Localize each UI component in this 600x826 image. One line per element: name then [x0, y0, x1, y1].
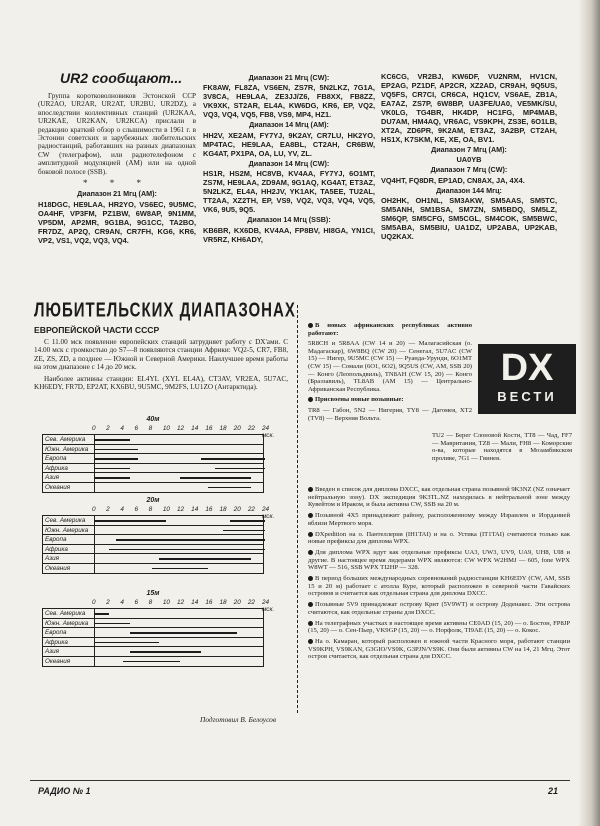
- dx-prefixes-right: TU2 — Берег Слоновой Кости, TT8 — Чад, FF7 — Мавритания, TZ8 — Мали, FH8 — Коморские о-ва, которые находятся в Мозамбикском проливе, 7G1 — Гвинея.: [432, 432, 572, 462]
- chart-tick-label: 20: [233, 425, 241, 432]
- chart-tick-label: 16: [205, 425, 213, 432]
- chart-region-label: Сев. Америка: [43, 609, 95, 619]
- calls-column-3: [381, 72, 557, 304]
- propagation-para-1: С 11.00 мск появление европейских станций затрудняет работу с DX'ами. С 14.00 мск с громкостью до S7—8 появляются станции Африки: VQ2-5, CR7, FB8, ZE, ZS, ZD, а позднее — Южной и Северной Америки. Наилучшее время работы на этом диапазоне с 14 до 20 мск.: [34, 338, 288, 372]
- bullet-icon: [308, 323, 313, 328]
- dx-logo-small: ВЕСТИ: [497, 389, 557, 404]
- chart-row: [43, 545, 263, 555]
- chart-tick-label: 4: [120, 599, 124, 606]
- column-divider: [297, 305, 298, 713]
- chart-tick-label: 6: [134, 599, 139, 606]
- dx-new-africa: В новых африканских республиках активно работают:: [308, 322, 472, 337]
- chart-region-label: Азия: [43, 647, 95, 657]
- band-7cw-calls: VQ4HT, FQ8DR, EP1AD, CN8AX, JA, 4X4.: [381, 175, 525, 185]
- dx-prefixes-left-header: Присвоены новые позывные:: [308, 396, 472, 404]
- band-14ssb-header: Диапазон 14 Мгц (SSB):: [247, 215, 331, 225]
- chart-tick-label: 18: [219, 506, 227, 513]
- ur2-intro: Группа коротковолновиков Эстонской ССР (UR2AO, UR2AR, UR2AT, UR2BU, UR2DZ), а впоследствии коллективных станций (UR2KAA, UR2KAE, UR2KAN, UR2KCA) прислали в редакцию краткий обзор о слышимости в 1961 г. в Эстонии советских и зарубежных любительских радиостанций, работавших на разных диапазонах CW (телеграфом), или радиотелефоном с амплитудной модуляцией (AM) или на одной боковой полосе (SSB).: [38, 92, 196, 176]
- chart-row: [43, 454, 263, 464]
- chart-open-interval-bar: [95, 477, 130, 479]
- chart-hour-ticks: [92, 506, 275, 520]
- chart-tick-label: 4: [120, 425, 124, 432]
- chart-open-interval-bar: [123, 661, 180, 663]
- bullet-icon: [308, 397, 313, 402]
- chart-tick-label: 16: [205, 506, 213, 513]
- chart-region-label: Сев. Америка: [43, 435, 95, 445]
- chart-grid: [42, 608, 264, 667]
- scan-edge: [578, 0, 600, 826]
- chart-region-label: Европа: [43, 628, 95, 638]
- chart-tick-label: 16: [205, 599, 213, 606]
- band-7am-calls: UA0YB: [456, 155, 482, 165]
- chart-open-interval-bar: [159, 558, 251, 560]
- chart-open-interval-bar: [116, 539, 265, 541]
- chart-region-label: Азия: [43, 473, 95, 483]
- chart-row: [43, 638, 263, 648]
- chart-grid: [42, 515, 264, 574]
- band-7cw-header: Диапазон 7 Мгц (CW):: [430, 165, 508, 175]
- chart-tick-label: 18: [219, 599, 227, 606]
- propagation-text: [34, 338, 288, 412]
- chart-row: [43, 473, 263, 483]
- chart-band-label: 20м: [146, 497, 160, 504]
- chart-open-interval-bar: [95, 439, 130, 441]
- dx-item-1: Введен в список для диплома DXCC, как отдельная страна позывной 9K3NZ (NZ означает нейтральную зону). DX экспедиция 9K3TL.NZ находилась в нейтральной зоне между Кувейтом и Ираком, и была активна CW, SSB на 20 м.: [308, 486, 570, 509]
- chart-open-interval-bar: [152, 568, 209, 570]
- chart-row: [43, 609, 263, 619]
- chart-open-interval-bar: [95, 613, 109, 615]
- chart-tick-label: 8: [148, 506, 153, 513]
- bullet-icon: [308, 550, 313, 555]
- footer-magazine: РАДИО № 1: [38, 786, 91, 796]
- stars-divider: * * *: [83, 178, 151, 189]
- chart-open-interval-bar: [95, 468, 130, 470]
- bullet-icon: [308, 532, 313, 537]
- chart-tick-label: 22: [247, 599, 255, 606]
- chart-region-label: Европа: [43, 535, 95, 545]
- chart-tick-label: 22: [247, 425, 255, 432]
- chart-tick-label: 14: [191, 425, 199, 432]
- chart-region-label: Европа: [43, 454, 95, 464]
- band-144-calls: OH2HK, OH1NL, SM3AKW, SM5AAS, SM5TC, SM5ANH, SM1BSA, SM7ZN, SM5BDQ, SM5LZ, SM6QP, SM5CFG, SM5CGL, SM4COK, SM5BWC, SM5ABA, SM5BIU, UA1DZ, UP2ABA, UP2KAB, UQ2KAX.: [381, 196, 557, 242]
- dx-vesti-logo: [478, 344, 576, 414]
- chart-tick-label: 22: [247, 506, 255, 513]
- dx-item-8: На о. Камаран, который расположен в южной части Красного моря, работают станции VS9KPH, VS9KAN, G3GIO/VS9K, G3PJN/VS9K. Они были активны CW на 14, 21 Мгц. Этот остров считается, как отдельная страна для DXCC.: [308, 637, 570, 661]
- chart-tick-label: 12: [177, 425, 185, 432]
- chart-tick-label: 2: [106, 506, 110, 513]
- ur2-title: UR2 сообщают...: [60, 70, 183, 86]
- chart-region-label: Океания: [43, 657, 95, 667]
- chart-tick-label: 0: [92, 599, 96, 606]
- chart-region-label: Океания: [43, 483, 95, 493]
- bullet-icon: [308, 513, 313, 518]
- bullet-icon: [308, 576, 313, 581]
- chart-open-interval-bar: [230, 520, 265, 522]
- chart-tick-label: 20: [233, 506, 241, 513]
- chart-open-interval-bar: [130, 632, 236, 634]
- dx-item-5: В период больших международных соревнований радиостанция KH6EDY (CW, AM, SSB 15 и 20 м) работает с атолла Куре, который расположен в северной части Гавайских островов и считается как отдельная страна для диплома DXCC.: [308, 575, 570, 598]
- band-21cw-calls: FK8AW, FL8ZA, VS6EN, ZS7R, 5N2LKZ, 7G1A, 3V8CA, HE9LAA, ZE3JJ/Z6, FB8XX, FB8ZZ, VK9XK, ST2AR, EL4A, KW6DG, KR6, EP, VQ2, VQ3, VQ4, VQ5, FB8, VS9, MP4, HZ1.: [203, 83, 375, 120]
- chart-region-label: Сев. Америка: [43, 516, 95, 526]
- dx-africa-list: 5R8CH и 5R8AA (CW 14 и 20) — Малагасийская (о. Мадагаскар), 6W8BQ (CW 20) — Сенегал, 5U7AC (CW 15) — Нигер, 9U5MC (CW 15) — Руанда-Урунди, 6O1MT (CW 15) — Сомали (6O1, 6O2), 9Q5US (CW, AM, SSB 20) — Конго (Леопольдвиль), TN8AH (CW 15, 20) — Конго (Браззавиль), TL8AB (AM 15) — Центрально-Африканская Республика.: [308, 340, 472, 393]
- chart-open-interval-bar: [208, 487, 251, 489]
- chart-tick-label: 8: [148, 425, 153, 432]
- section-subbanner: ЕВРОПЕЙСКОЙ ЧАСТИ СССР: [34, 325, 160, 335]
- bullet-icon: [308, 639, 313, 644]
- dx-item-2: Позывной 4X5 принадлежит району, расположенному между Израилем и Иорданией вблизи Мертвого моря.: [308, 512, 570, 527]
- bullet-icon: [308, 621, 313, 626]
- band-14ssb-calls: KB6BR, KX6DB, KV4AA, FP8BV, HI8GA, YN1CI, VR5RZ, KH6ADY,: [203, 225, 375, 244]
- bullet-icon: [308, 602, 313, 607]
- band-14am-header: Диапазон 14 Мгц (АМ):: [249, 120, 329, 130]
- chart-region-label: Океания: [43, 564, 95, 574]
- chart-row: [43, 619, 263, 629]
- chart-open-interval-bar: [215, 468, 265, 470]
- dx-logo-big: DX: [500, 347, 554, 389]
- chart-grid: [42, 434, 264, 493]
- dx-item-6: Позывные 5V9 принадлежат острову Крит (5V9WT) и острову Доденакес. Эти острова считаются, как отдельные страны для DXCC.: [308, 601, 570, 616]
- chart-row: [43, 535, 263, 545]
- chart-band-label: 40м: [146, 416, 160, 423]
- ur2-column: [38, 92, 196, 302]
- chart-tick-label: 24 мск.: [262, 425, 275, 439]
- band-144-header: Диапазон 144 Мгц:: [436, 185, 502, 195]
- band-7am-header: Диапазон 7 Мгц (АМ):: [431, 145, 507, 154]
- calls-continued: KC6CG, VR2BJ, KW6DF, VU2NRM, HV1CN, EP2AG, PZ1DF, AP2CR, XZ2AD, CR9AH, 9Q5US, VQ5FS, CR7CI, CR6CA, HQ1CV, VS6AE, ZB1A, EA7AZ, ZS7P, 6W8BP, UA3FE/UA0, VE5MK/SU, VK0LG, TG4BR, HK4DP, HC1FG, MP4MAB, DU7AM, HM4AQ, VR6AC, VS9KPH, ZS3E, 6O1LB, XT2A, ZD6PR, 9K2AM, ET3AZ, 3A2BP, CT2AH, HS1X, K7SKM, KE, XE, OA, BV1.: [381, 72, 557, 144]
- footer-page-number: 21: [548, 786, 559, 796]
- propagation-chart-0: [42, 416, 275, 493]
- dx-item-7: На телеграфных участках в настоящее время активны CE0AD (15, 20) — о. Бостон, FP8JP (15, 20) — о. Сен-Пьер, VK9GP (15, 20) — о. Норфолк, TI9AE (15, 20) — о. Кокос.: [308, 619, 570, 635]
- chart-tick-label: 6: [134, 506, 139, 513]
- chart-tick-label: 12: [177, 506, 185, 513]
- dx-news-items: [308, 486, 570, 770]
- band-14cw-header: Диапазон 14 Мгц (CW):: [248, 158, 330, 168]
- chart-open-interval-bar: [201, 458, 265, 460]
- chart-row: [43, 628, 263, 638]
- chart-region-label: Африка: [43, 464, 95, 474]
- chart-row: [43, 464, 263, 474]
- chart-tick-label: 20: [233, 599, 241, 606]
- chart-open-interval-bar: [95, 458, 138, 460]
- chart-tick-label: 10: [162, 425, 170, 432]
- chart-tick-label: 12: [177, 599, 185, 606]
- band-14cw-calls: HS1R, HS2M, HC8VB, KV4AA, FY7YJ, 6O1MT, ZS7M, HE9LAA, ZD9AM, 9G1AQ, KG4AT, ET3AZ, 5N2LKZ, EL4A, HH2JV, YK1AK, TA5EE, TU2AL, TT2AA, XZ2TH, EP, VS9, VQ2, VQ3, VQ4, VQ5, VK6, 9U5, 9Q5.: [203, 169, 375, 215]
- chart-open-interval-bar: [95, 623, 130, 625]
- propagation-chart-2: [42, 590, 275, 667]
- band-14am-calls: HH2V, XE2AM, FY7YJ, 9K2AY, CR7LU, HK2YO, MP4TAC, HE9LAA, EA8BL, CT2AH, CR6BW, KG4AT, PX1PA, OA, LU, YV, ZL.: [203, 130, 375, 158]
- chart-region-label: Африка: [43, 638, 95, 648]
- chart-tick-label: 2: [106, 425, 110, 432]
- chart-tick-label: 6: [134, 425, 139, 432]
- chart-row: [43, 445, 263, 455]
- chart-tick-label: 14: [191, 599, 199, 606]
- dx-prefixes-left: TR8 — Габон, 5N2 — Нигерия, TY8 — Дагомея, XT2 (TV8) — Верхняя Вольта.: [308, 406, 472, 422]
- chart-hour-ticks: [92, 425, 275, 439]
- chart-band-label: 15м: [146, 590, 160, 597]
- chart-row: [43, 526, 263, 536]
- chart-open-interval-bar: [130, 651, 201, 653]
- section-banner: ЛЮБИТЕЛЬСКИХ ДИАПАЗОНАХ: [34, 299, 296, 322]
- chart-row: [43, 564, 263, 574]
- dx-item-3: DXpedition на о. Пантеллерия (IH1TAI) и на о. Устика (IT1TAI) считаются только как новые префиксы для диплома WPX.: [308, 530, 570, 546]
- chart-tick-label: 0: [92, 425, 96, 432]
- chart-open-interval-bar: [95, 449, 138, 451]
- chart-tick-label: 24 мск.: [262, 599, 275, 613]
- calls-column-2: [203, 72, 375, 302]
- chart-tick-label: 0: [92, 506, 96, 513]
- chart-tick-label: 8: [148, 599, 153, 606]
- band-21am-header: Диапазон 21 Мгц (АМ):: [77, 189, 157, 199]
- chart-tick-label: 10: [162, 506, 170, 513]
- dx-item-4: Для диплома WPX идут как отдельные префиксы UA3, UW3, UV9, UA9, UH8, UI8 и другие. В настоящее время лидерами WPX являются: CW WPX W2HMJ — 605, fone WPX W8WT — 516, SSB WPX TI2HP — 328.: [308, 548, 570, 572]
- chart-tick-label: 14: [191, 506, 199, 513]
- chart-row: [43, 435, 263, 445]
- chart-region-label: Южн. Америка: [43, 445, 95, 455]
- chart-tick-label: 2: [106, 599, 110, 606]
- chart-row: [43, 516, 263, 526]
- chart-tick-label: 18: [219, 425, 227, 432]
- chart-hour-ticks: [92, 599, 275, 613]
- chart-open-interval-bar: [95, 642, 159, 644]
- chart-region-label: Южн. Америка: [43, 526, 95, 536]
- chart-tick-label: 4: [120, 506, 124, 513]
- chart-row: [43, 647, 263, 657]
- propagation-para-2: Наиболее активны станции: EL4YL (XYL EL4A), CT3AV, VR2EA, 5U7AC, KH6EDY, FR7D, EP2AT, KX6BU, 9U5MC, 9M2FS, LU1ZO (Антарктида).: [34, 374, 288, 392]
- chart-open-interval-bar: [95, 520, 166, 522]
- chart-row: [43, 657, 263, 667]
- chart-region-label: Африка: [43, 545, 95, 555]
- chart-open-interval-bar: [223, 530, 266, 532]
- chart-open-interval-bar: [109, 549, 265, 551]
- author-signature: Подготовил В. Белоусов: [200, 715, 277, 724]
- footer-rule: [30, 780, 570, 781]
- chart-row: [43, 483, 263, 493]
- chart-row: [43, 554, 263, 564]
- chart-tick-label: 10: [162, 599, 170, 606]
- band-21cw-header: Диапазон 21 Мгц (CW):: [248, 73, 330, 82]
- chart-tick-label: 24 мск.: [262, 506, 275, 520]
- band-21am-calls: H18DGC, HE9LAA, HR2YO, VS6EC, 9U5MC, OA4HF, VP3FM, PZ1BW, 6W8AP, 9N1MM, VP5DM, AP2MR, 9G1BA, 9G1CC, TA2BO, FR7DZ, AP2Q, CR9AN, CR7FH, KG6, KR6, VP2, VS1, VQ2, VQ3, VQ4.: [38, 199, 196, 245]
- chart-region-label: Азия: [43, 554, 95, 564]
- chart-open-interval-bar: [180, 477, 251, 479]
- bullet-icon: [308, 487, 313, 492]
- propagation-chart-1: [42, 497, 275, 574]
- chart-region-label: Южн. Америка: [43, 619, 95, 629]
